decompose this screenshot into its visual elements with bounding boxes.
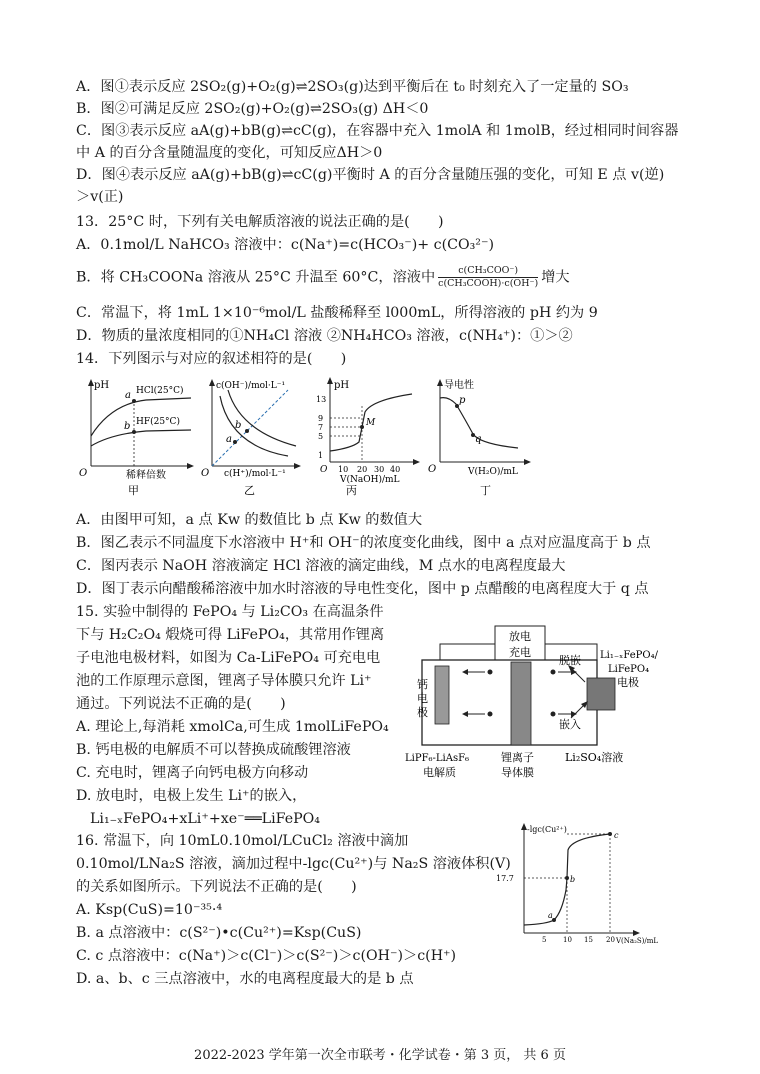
membrane-label-1: 锂离子 (501, 751, 534, 764)
yi-diagonal (212, 390, 288, 466)
jia-origin: O (79, 468, 88, 479)
q12-option-d: D．图④表示反应 aA(g)+bB(g)⇌cC(g)平衡时 A 的百分含量随压强的变化，可知 E 点 v(逆) (76, 167, 665, 183)
graph-bing (312, 376, 427, 496)
jia-hf-curve (91, 430, 191, 446)
electrolyte-label-2: 电解质 (423, 766, 456, 779)
bing-ytick-13: 13 (316, 395, 327, 404)
bing-ytick-1: 1 (318, 451, 324, 460)
lifepo4-electrode (587, 678, 615, 710)
q15-option-a: A. 理论上,每消耗 xmolCa,可生成 1molLiFePO₄ (76, 719, 389, 735)
bing-point-m (360, 425, 364, 429)
battery-diagram (405, 620, 685, 805)
bing-xtick-30: 30 (374, 465, 385, 474)
graph-jia (76, 376, 196, 496)
fraction-numerator: c(CH₃COO⁻) (438, 265, 538, 278)
q15-line-3: 子电池电极材料，如图为 Ca-LiFePO₄ 可充电电 (76, 650, 381, 666)
q16-option-b: B. a 点溶液中：c(S²⁻)•c(Cu²⁺)=Ksp(CuS) (76, 925, 362, 941)
q16-line-1: 16. 常温下，向 10mL0.10mol/LCuCl₂ 溶液中滴加 (76, 833, 409, 849)
charge-label: 充电 (509, 646, 531, 659)
q16-ylabel: -lgc(Cu²⁺) (527, 825, 567, 834)
q16-line-3: 的关系如图所示。下列说法不正确的是( ) (76, 879, 357, 895)
q16-point-b (565, 876, 569, 880)
ding-caption: 丁 (480, 484, 491, 496)
calcium-label-3: 极 (417, 706, 428, 719)
bing-xtick-10: 10 (338, 465, 349, 474)
yi-point-b (245, 429, 249, 433)
bing-ytick-5: 5 (318, 432, 324, 441)
q15-option-b: B. 钙电极的电解质不可以替换成硫酸锂溶液 (76, 742, 351, 758)
bing-origin: O (320, 465, 328, 475)
bing-ytick-7: 7 (318, 423, 324, 432)
q16-line-2: 0.10mol/LNa₂S 溶液，滴加过程中-lgc(Cu²⁺)与 Na₂S 溶液体积(V) (76, 856, 511, 872)
q14-option-c: C．图丙表示 NaOH 溶液滴定 HCl 溶液的滴定曲线，M 点水的电离程度最大 (76, 558, 566, 574)
electrolyte-label-1: LiPF₆-LiAsF₆ (405, 753, 470, 764)
q13-option-b (76, 265, 570, 290)
li-ion-membrane (511, 662, 531, 745)
right-electrode-label-3: 电极 (617, 676, 639, 689)
q16-label-a: a (548, 911, 553, 920)
q16-xtick-20: 20 (606, 936, 615, 944)
q14-stem: 14．下列图示与对应的叙述相符的是( ) (76, 351, 347, 367)
right-electrode-label-2: LiFePO₄ (608, 664, 650, 675)
q16-graph (492, 820, 672, 945)
q13-option-d: D．物质的量浓度相同的①NH₄Cl 溶液 ②NH₄HCO₃ 溶液，c(NH₄⁺)：①＞② (76, 328, 573, 344)
q15-stem-end: 通过。下列说法不正确的是( ) (76, 696, 286, 712)
jia-point-b (132, 430, 136, 434)
q16-xtick-5: 5 (542, 936, 547, 944)
q16-option-a: A. Ksp(CuS)=10⁻³⁵·⁴ (76, 902, 223, 918)
yi-label-a: a (226, 434, 232, 445)
q15-line-1: 15. 实验中制得的 FePO₄ 与 Li₂CO₃ 在高温条件 (76, 604, 384, 620)
q15-option-d: D. 放电时，电极上发生 Li⁺的嵌入， (76, 788, 307, 804)
bing-xlabel: V(NaOH)/mL (340, 475, 400, 485)
jia-caption: 甲 (128, 484, 139, 496)
discharge-label: 放电 (509, 630, 531, 643)
q12-option-c-cont: 中 A 的百分含量随温度的变化，可知反应ΔH＞0 (76, 145, 383, 161)
q12-option-b: B．图②可满足反应 2SO₂(g)+O₂(g)⇌2SO₃(g) ΔH＜0 (76, 101, 429, 117)
q14-option-d: D．图丁表示向醋酸稀溶液中加水时溶液的导电性变化，图中 p 点醋酸的电离程度大于 q 点 (76, 581, 649, 597)
q16-label-b: b (570, 875, 576, 884)
q15-line-4: 池的工作原理示意图，锂离子导体膜只允许 Li⁺ (76, 673, 372, 689)
q13-b-pre: B．将 CH₃COONa 溶液从 25°C 升温至 60°C，溶液中 (76, 269, 436, 286)
jia-ylabel: pH (94, 380, 110, 391)
q16-ytick-177: 17.7 (496, 874, 514, 883)
deintercalate-label: 脱嵌 (559, 654, 581, 667)
q15-option-c: C. 充电时，锂离子向钙电极方向移动 (76, 765, 309, 781)
bing-label-m: M (366, 418, 376, 428)
jia-hcl-label: HCl(25°C) (136, 386, 184, 396)
q16-point-c (608, 832, 612, 836)
q12-option-a: A．图①表示反应 2SO₂(g)+O₂(g)⇌2SO₃(g)达到平衡后在 t₀ 时刻充入了一定量的 SO₃ (76, 79, 629, 95)
yi-curve-a (220, 396, 288, 456)
q13-option-a: A．0.1mol/L NaHCO₃ 溶液中：c(Na⁺)=c(HCO₃⁻)+ c(CO₃²⁻) (76, 237, 494, 253)
right-electrode-label-1: Li₁₋ₓFePO₄/ (600, 650, 658, 661)
yi-point-a (233, 440, 237, 444)
q12-option-c: C．图③表示反应 aA(g)+bB(g)⇌cC(g)，在容器中充入 1molA 和 1molB，经过相同时间容器 (76, 123, 679, 139)
ding-xlabel: V(H₂O)/mL (468, 467, 518, 477)
ding-origin: O (428, 464, 437, 475)
q14-option-a: A．由图甲可知，a 点 Kw 的数值比 b 点 Kw 的数值大 (76, 512, 423, 528)
bing-ylabel: pH (334, 380, 350, 391)
q14-option-b: B．图乙表示不同温度下水溶液中 H⁺和 OH⁻的浓度变化曲线，图中 a 点对应温度高于 b 点 (76, 535, 651, 551)
yi-ylabel: c(OH⁻)/mol·L⁻¹ (216, 381, 286, 391)
fraction-denominator: c(CH₃COOH)·c(OH⁻) (438, 278, 539, 289)
q16-xtick-15: 15 (584, 936, 593, 944)
q16-label-c: c (614, 831, 619, 840)
jia-label-b: b (124, 421, 131, 432)
membrane-label-2: 导体膜 (501, 766, 534, 779)
calcium-electrode (435, 666, 449, 724)
q16-xtick-10: 10 (563, 936, 572, 944)
q16-xlabel: V(Na₂S)/mL (616, 937, 659, 945)
jia-hf-label: HF(25°C) (136, 417, 180, 427)
q13-b-post: 增大 (541, 269, 570, 286)
yi-origin: O (201, 468, 210, 479)
graph-ding (428, 376, 538, 496)
bing-ytick-9: 9 (318, 414, 324, 423)
yi-label-b: b (235, 420, 242, 431)
jia-label-a: a (125, 390, 131, 401)
q15-line-2: 下与 H₂C₂O₄ 煅烧可得 LiFePO₄，其常用作锂离 (76, 627, 385, 643)
calcium-label-1: 钙 (417, 678, 428, 691)
q15-option-d-equation: Li₁₋ₓFePO₄+xLi⁺+xe⁻══LiFePO₄ (90, 811, 320, 827)
q16-option-d: D. a、b、c 三点溶液中，水的电离程度最大的是 b 点 (76, 971, 414, 987)
q13-b-fraction (438, 265, 538, 290)
q13-option-c: C．常温下，将 1mL 1×10⁻⁶mol/L 盐酸稀释至 l000mL，所得溶液的 pH 约为 9 (76, 305, 598, 321)
q16-option-c: C. c 点溶液中：c(Na⁺)＞c(Cl⁻)＞c(S²⁻)＞c(OH⁻)＞c(H⁺) (76, 948, 457, 964)
bing-xtick-20: 20 (357, 465, 368, 474)
ding-ylabel: 导电性 (444, 380, 474, 391)
ding-label-q: q (475, 434, 482, 445)
bing-caption: 丙 (346, 484, 357, 496)
page-footer: 2022-2023 学年第一次全市联考・化学试卷・第 3 页， 共 6 页 (194, 1048, 566, 1063)
jia-xlabel: 稀释倍数 (126, 470, 166, 481)
calcium-label-2: 电 (417, 692, 428, 705)
yi-curve-b (228, 390, 296, 446)
jia-point-a (132, 399, 136, 403)
q13-stem: 13．25°C 时，下列有关电解质溶液的说法正确的是( ) (76, 214, 444, 230)
yi-xlabel: c(H⁺)/mol·L⁻¹ (224, 469, 286, 479)
bing-xtick-40: 40 (390, 465, 401, 474)
ding-label-p: p (459, 395, 466, 406)
solution-label: Li₂SO₄溶液 (565, 751, 624, 764)
q12-option-d-cont: ＞v(正) (76, 189, 124, 205)
yi-caption: 乙 (244, 484, 255, 496)
intercalate-label: 嵌入 (559, 718, 581, 731)
graph-yi (198, 376, 308, 496)
